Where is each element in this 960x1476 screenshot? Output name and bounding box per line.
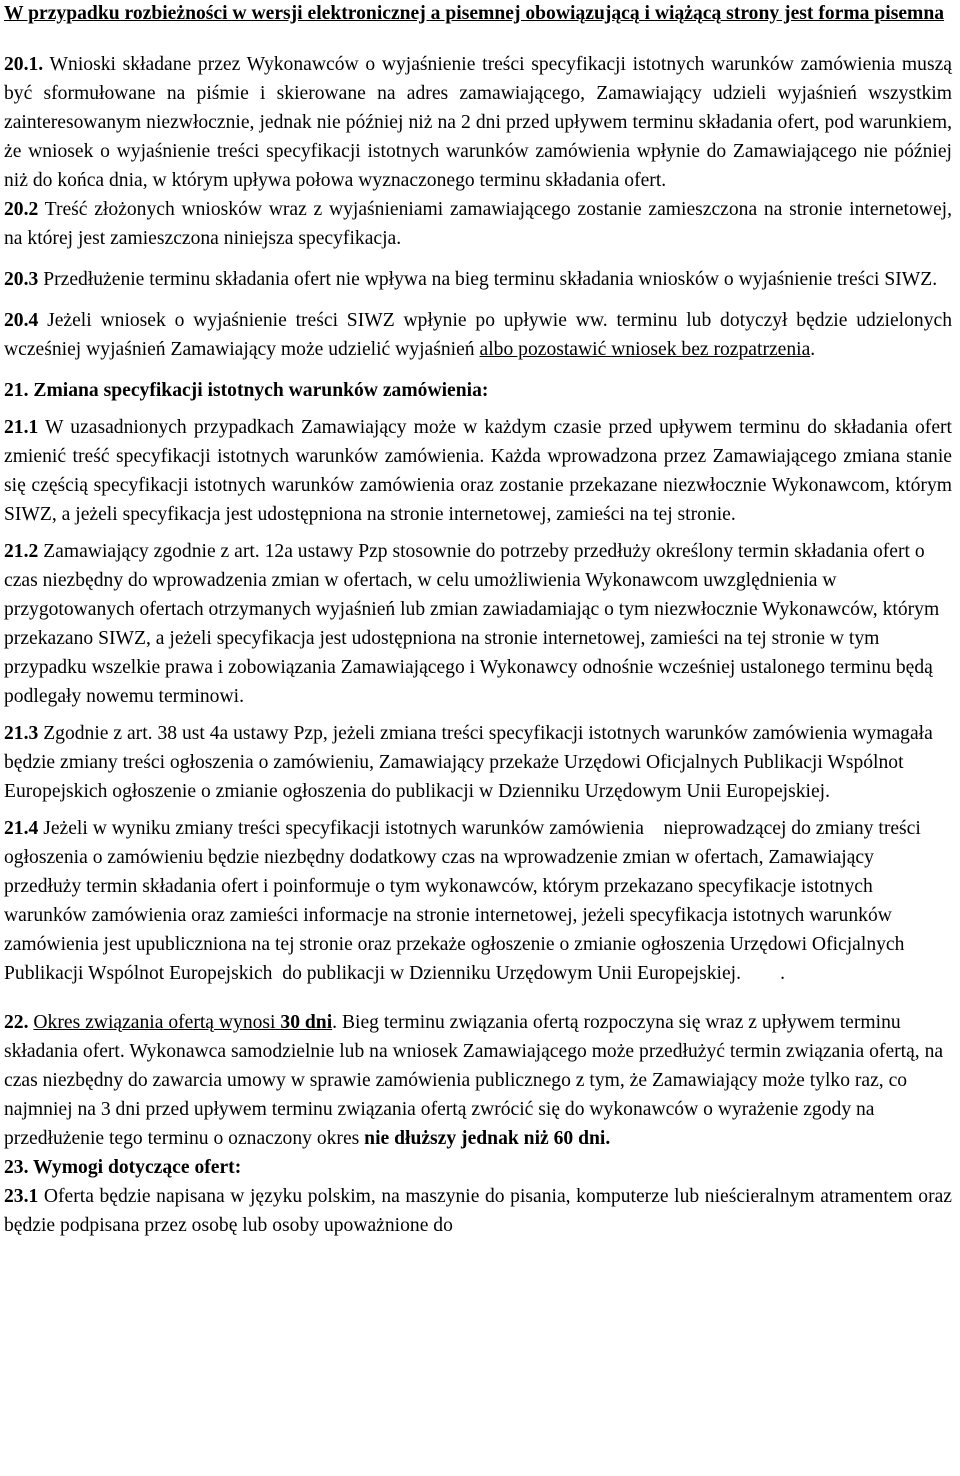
paragraph-text: W uzasadnionych przypadkach Zamawiający może w każdym czasie przed upływem terminu do składania ofert zmienić treść specyfikacji istotnych warunków zamówienia. Każda wprowadzona przez Zamawiającego zmiana stanie się częścią specyfikacji istotnych warunków zamówienia oraz zostanie przekazane niezwłocznie Wykonawcom, którym SIWZ, a jeżeli specyfikacja jest udostępniona na stronie internetowej, zamieści na tej stronie. bbox=[4, 417, 952, 525]
paragraph-number: 21.2 bbox=[4, 541, 39, 562]
paragraph-text: Przedłużenie terminu składania ofert nie wpływa na bieg terminu składania wniosków o wyjaśnienie treści SIWZ. bbox=[38, 269, 938, 290]
paragraph-number: 21.3 bbox=[4, 723, 39, 744]
paragraph-text: Jeżeli wniosek o wyjaśnienie treści SIWZ wpłynie po upływie ww. terminu lub dotyczył będzie udzielonych wcześniej wyjaśnień Zamawiający może udzielić wyjaśnień bbox=[4, 310, 952, 360]
spacer bbox=[4, 806, 952, 814]
bold-value: 30 dni bbox=[280, 1012, 333, 1033]
paragraph-text: Treść złożonych wniosków wraz z wyjaśnieniami zamawiającego zostanie zamieszczona na stronie internetowej, na której jest zamieszczona niniejsza specyfikacja. bbox=[4, 199, 952, 249]
paragraph-text: Zgodnie z art. 38 ust 4a ustawy Pzp, jeżeli zmiana treści specyfikacji istotnych warunków zamówienia wymagała będzie zmiany treści ogłoszenia o zamówieniu, Zamawiający przekaże Urzędowi Oficjalnych Publikacji Wspólnot Europejskich ogłoszenie o zmianie ogłoszenia do publikacji w Dzienniku Urzędowym Unii Europejskiej. bbox=[4, 723, 933, 802]
paragraph-number: 20.1. bbox=[4, 54, 44, 75]
spacer bbox=[4, 711, 952, 719]
paragraph-number: 21.4 bbox=[4, 818, 39, 839]
section-23-heading bbox=[4, 1153, 952, 1182]
paragraph-20-2 bbox=[4, 195, 952, 253]
spacer bbox=[4, 405, 952, 413]
paragraph-text: . Bieg terminu związania ofertą rozpoczyna się wraz z upływem terminu składania ofert. Wykonawca samodzielnie lub na wniosek Zamawiającego może przedłużyć termin związania ofertą, na czas niezbędny do zawarcia umowy w sprawie zamówienia publicznego z tym, że Zamawiający może tylko raz, co najmniej na 3 dni przed upływem terminu związania ofertą zwrócić się do wykonawców o wyrażenie zgody na przedłużenie tego terminu o oznaczony okres bbox=[4, 1012, 944, 1149]
paragraph-text: Wnioski składane przez Wykonawców o wyjaśnienie treści specyfikacji istotnych warunków zamówienia muszą być sformułowane na piśmie i skierowane na adres zamawiającego, Zamawiający udzieli wyjaśnień wszystkim zainteresowanym niezwłocznie, jednak nie później niż na 2 dni przed upływem terminu składania ofert, pod warunkiem, że wniosek o wyjaśnienie treści specyfikacji istotnych warunków zamówienia wpłynie do Zamawiającego nie później niż do końca dnia, w którym upływa połowa wyznaczonego terminu składania ofert. bbox=[4, 54, 952, 191]
spacer bbox=[4, 529, 952, 537]
paragraph-21-4 bbox=[4, 814, 952, 988]
spacer bbox=[4, 27, 952, 50]
underlined-text: Okres związania ofertą wynosi bbox=[33, 1012, 281, 1033]
paragraph-text: Jeżeli w wyniku zmiany treści specyfikacji istotnych warunków zamówienia nieprowadzącej do zmiany treści ogłoszenia o zamówieniu będzie niezbędny dodatkowy czas na wprowadzenie zmian w ofertach, Zamawiający przedłuży termin składania ofert i poinformuje o tym wykonawców, którym przekazano specyfikacje istotnych warunków zamówienia oraz zamieści informacje na stronie internetowej, jeżeli specyfikacja istotnych warunków zamówienia jest upubliczniona na tej stronie oraz przekaże ogłoszenie o zmianie ogłoszenia Urzędowi Oficjalnych Publikacji Wspólnot Europejskich do publikacji w Dzienniku Urzędowym Unii Europejskiej. . bbox=[4, 818, 926, 984]
underlined-bold-text bbox=[280, 1012, 332, 1033]
section-heading-text: 21. Zmiana specyfikacji istotnych warunków zamówienia: bbox=[4, 380, 489, 401]
paragraph-20-4 bbox=[4, 306, 952, 364]
spacer bbox=[4, 988, 952, 1008]
paragraph-end: . bbox=[810, 339, 816, 360]
paragraph-number: 22. bbox=[4, 1012, 29, 1033]
paragraph-number: 23.1 bbox=[4, 1186, 39, 1207]
paragraph-number: 20.3 bbox=[4, 269, 39, 290]
paragraph-21-1 bbox=[4, 413, 952, 529]
paragraph-number: 21.1 bbox=[4, 417, 39, 438]
paragraph-22 bbox=[4, 1008, 952, 1153]
spacer bbox=[4, 364, 952, 376]
paragraph-number: 20.2 bbox=[4, 199, 39, 220]
spacer bbox=[4, 294, 952, 306]
paragraph-21-3 bbox=[4, 719, 952, 806]
paragraph-20-1 bbox=[4, 50, 952, 195]
paragraph-text: Zamawiający zgodnie z art. 12a ustawy Pzp stosownie do potrzeby przedłuży określony termin składania ofert o czas niezbędny do wprowadzenia zmian w ofertach, w celu umożliwienia Wykonawcom uwzględnienia w przygotowanych ofertach otrzymanych wyjaśnień lub zmian zawiadamiając o tym niezwłocznie Wykonawców, którym przekazano SIWZ, a jeżeli specyfikacja jest udostępniona na stronie internetowej, zamieści na tej stronie w tym przypadku wszelkie prawa i zobowiązania Zamawiającego i Wykonawcy odnośnie wcześniej ustalonego terminu będą podlegały nowemu terminowi. bbox=[4, 541, 940, 707]
paragraph-text: Oferta będzie napisana w języku polskim, na maszynie do pisania, komputerze lub nieścieralnym atramentem oraz będzie podpisana przez osobę lub osoby upoważnione do bbox=[4, 1186, 952, 1236]
section-21-heading bbox=[4, 376, 952, 405]
paragraph-20-3 bbox=[4, 265, 952, 294]
bold-text: nie dłuższy jednak niż 60 dni. bbox=[364, 1128, 611, 1149]
spacer bbox=[4, 253, 952, 265]
paragraph-23-1 bbox=[4, 1182, 952, 1240]
underlined-text: albo pozostawić wniosek bez rozpatrzenia bbox=[479, 339, 811, 360]
legal-notice: W przypadku rozbieżności w wersji elektronicznej a pisemnej obowiązującą i wiążącą strony jest forma pisemna bbox=[4, 3, 945, 24]
paragraph-number: 20.4 bbox=[4, 310, 39, 331]
section-heading-text: 23. Wymogi dotyczące ofert: bbox=[4, 1157, 242, 1178]
paragraph-21-2 bbox=[4, 537, 952, 711]
